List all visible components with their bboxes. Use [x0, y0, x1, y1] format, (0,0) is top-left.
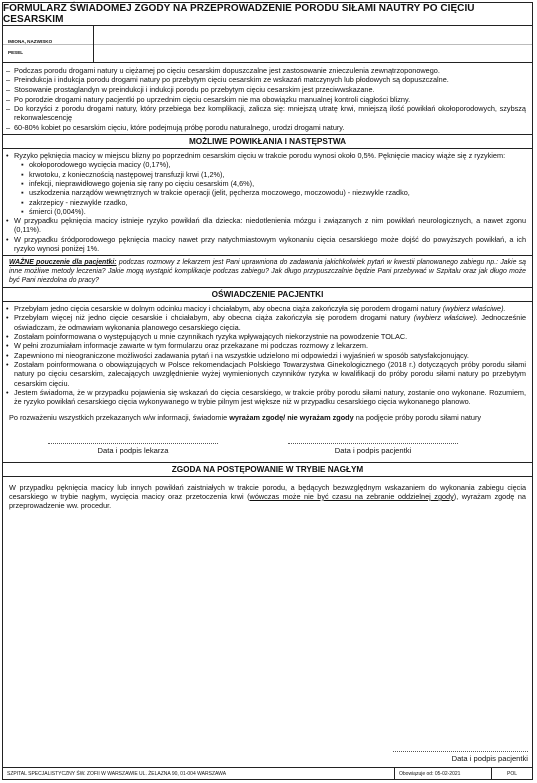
urgent-paragraph: W przypadku pęknięcia macicy lub innych powikłań zaistniałych w trakcie porodu, a będących bezwzględnym wskazaniem do wykonania zabiegu cięcia cesarskiego w trybie nagłym, wycięcia macicy oraz przetoczenia krwi (wówczas może nie być czasu na zebranie oddzielnej zgody), wyrażam zgodę na przeprowadzenie ww. procedur.: [9, 482, 526, 511]
complications-list: [3, 149, 532, 255]
complication-item: • W przypadku pęknięcia macicy istnieje ryzyko powikłań dla dziecka: niedotlenienia mózgu i związanych z nim powikłań neurologicznych, a nawet zgonu (0,11%).: [6, 216, 526, 235]
intro-list: [3, 63, 532, 134]
statement-list: [3, 302, 532, 423]
footer-hospital: SZPITAL SPECJALISTYCZNY ŚW. ZOFII W WARSZAWIE UL. ŻELAZNA 90, 01-004 WARSZAWA: [3, 768, 395, 779]
footer-language: POL: [506, 770, 517, 777]
consent-choice[interactable]: wyrażam zgodę/ nie wyrażam zgody: [229, 413, 354, 423]
complication-item: • Ryzyko pęknięcia macicy w miejscu blizny po poprzednim cesarskim cięciu w trakcie porodu wynosi około 0,5%. Pęknięcie macicy wiąże się z ryzykiem:: [6, 151, 506, 161]
intro-item: – Po porodzie drogami natury pacjentki po uprzednim cięciu cesarskim nie ma obowiązku manualnej kontroli ciągłości blizny.: [6, 94, 411, 104]
intro-item: – Stosowanie prostaglandyn w preindukcji i indukcji porodu po przebytym cięciu cesarskim jest przeciwwskazane.: [6, 84, 375, 94]
statement-item: • Przebyłam jedno cięcia cesarskie w dolnym odcinku macicy i chciałabym, aby obecna ciąża zakończyła się porodem drogami natury (wybierz właściwe).: [6, 304, 506, 314]
consent-form: [2, 2, 533, 780]
intro-item: – Podczas porodu drogami natury u ciężarnej po cięciu cesarskim dopuszczalne jest zastosowanie znieczulenia zewnątrzoponowego.: [6, 66, 440, 75]
patient-id-area: [3, 26, 532, 63]
footer-valid-from: Obowiązuje od: 05-02-2021: [395, 768, 492, 779]
signature-row: [3, 423, 532, 459]
patient-signature[interactable]: Data i podpis pacjentki: [288, 433, 458, 455]
complication-item: • W przypadku śródporodowego pęknięcia macicy nawet przy natychmiastowym wykonaniu cięcia cesarskiego może dojść do powyższych powikłań, a ich ryzyko wynosi poniżej 1%.: [6, 234, 526, 254]
patient-signature-urgent[interactable]: Data i podpis pacjentki: [353, 741, 528, 763]
sub-item: ▪ krwotoku, z koniecznością następowej transfuzji krwi (1,2%),: [21, 169, 225, 179]
form-title: FORMULARZ ŚWIADOMEJ ZGODY NA PRZEPROWADZENIE PORODU SIŁAMI NAUTRY PO CIĘCIU CESARSKIM: [3, 3, 532, 26]
intro-item: – 60-80% kobiet po cesarskim cięciu, które podejmują próbę porodu naturalnego, urodzi drogami natury.: [6, 122, 345, 132]
sub-item: ▪ okołoporodowego wycięcia macicy (0,17%),: [21, 160, 171, 170]
sub-item: ▪ uszkodzenia narządów wewnętrznych w trakcie operacji (jelit, pęcherza moczowego, moczowodu) - niezwykle rzadko,: [21, 188, 410, 198]
patient-notice: [3, 255, 532, 288]
footer: [3, 767, 532, 779]
doctor-signature[interactable]: Data i podpis lekarza: [48, 433, 218, 455]
pesel-label: PESEL: [8, 50, 24, 55]
intro-item: – Preindukcja i indukcja porodu drogami natury po przebytym cięciu cesarskim ze wskazań matczynych lub płodowych są dopuszczalne.: [6, 75, 449, 85]
id-separator: [3, 44, 532, 45]
urgent-heading: ZGODA NA POSTĘPOWANIE W TRYBIE NAGŁYM: [3, 462, 532, 477]
sub-item: ▪ śmierci (0,004%).: [21, 206, 86, 216]
statement-item: • Przebyłam więcej niż jedno cięcie cesarskie i chciałabym, aby obecna ciąża zakończyła się porodem drogami natury (wybierz właściwe). Jednocześnie oświadczam, że odmawiam wykonania planowego cesarskiego cięcia.: [6, 313, 527, 332]
consent-sentence: Po rozważeniu wszystkich przekazanych w/w informacji, świadomie wyrażam zgodę/ nie wyrażam zgody na podjęcie próby porodu siłami natury: [9, 413, 482, 423]
sub-item: ▪ zakrzepicy - niezwykle rzadko,: [21, 197, 128, 207]
statement-heading: OŚWIADCZENIE PACJENTKI: [3, 288, 532, 302]
name-label: IMIONA, NAZWISKO: [8, 39, 53, 44]
sub-item: ▪ infekcji, nieprawidłowego gojenia się rany po cięciu cesarskim (4,6%),: [21, 178, 255, 188]
notice-lead: WAŻNE pouczenie dla pacjentki:: [9, 259, 117, 267]
statement-item: • Jestem świadoma, że w przypadku pojawienia się wskazań do cięcia cesarskiego, w trakcie próby porodu siłami natury, zostanie ono wykonane. Rozumiem, że ryzyko powikłań cesarskiego cięcia wykonywanego w trybie pilnym jest większe niż w przypadku cesarskiego cięcia wykonanego planowo.: [6, 387, 526, 407]
statement-item: • Zapewniono mi nieograniczone możliwości zadawania pytań i na wszystkie udzielono mi odpowiedzi i wyjaśnień w sposób satysfakcjonujący.: [6, 350, 469, 360]
urgent-section: [3, 477, 532, 511]
complications-heading: MOŻLIWE POWIKŁANIA I NASTĘPSTWA: [3, 134, 532, 149]
id-vertical-line: [93, 26, 94, 62]
statement-item: • Zostałam poinformowana o występujących u mnie czynnikach ryzyka wpływających niekorzystnie na powodzenie TOLAC.: [6, 332, 408, 342]
statement-item: • Zostałam poinformowana o obowiązujących w Polsce rekomendacjach Polskiego Towarzystwa Ginekologicznego (2018 r.) dotyczących próby porodu siłami natury po cięciu cesarskim, zalecających uwzględnienie wyżej wymienionych czynników ryzyka w kwalifikacji do próby porodu siłami natury po przebytym cesarskim cięciu.: [6, 359, 526, 388]
notice-body: podczas rozmowy z lekarzem jest Pani uprawniona do zadawania jakichkolwiek pytań w kwestii planowanego zabiegu np.: Jakie są inne możliwe metody leczenia? Jakie mogą wystąpić komplikacje podczas zabiegu? Jak długo przypuszczalnie będzie Pani przebywać w Szpitalu oraz jak długo może być Pani niezdolna do pracy?: [9, 259, 526, 284]
intro-item: – Do korzyści z porodu drogami natury, który przebiega bez komplikacji, zalicza się: mniejszą utratę krwi, mniejszą ilość powikłań okołoporodowych, szybszą rekonwalescencję: [6, 104, 526, 123]
statement-item: • W pełni zrozumiałam informacje zawarte w tym formularzu oraz przekazane mi podczas rozmowy z lekarzem.: [6, 341, 369, 351]
